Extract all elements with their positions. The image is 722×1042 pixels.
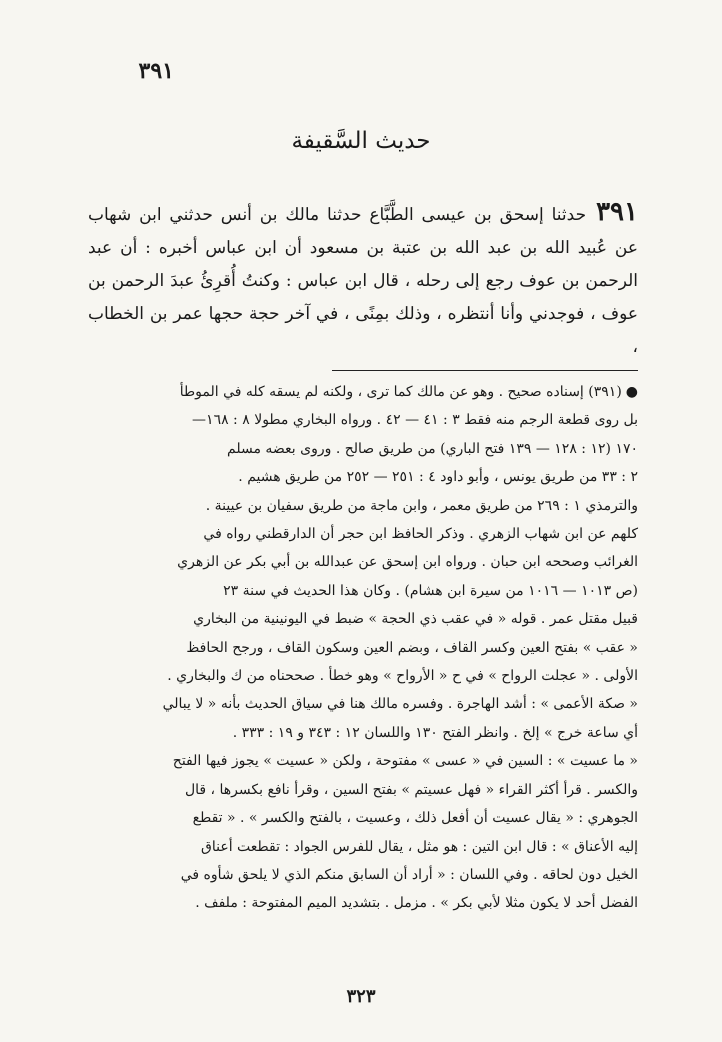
footnote-divider: [332, 370, 638, 371]
hadith-body: حدثنا إسحق بن عيسى الطَّبَّاع حدثنا مالك بن أنس حدثني ابن شهاب عن عُبيد الله بن عبد الله بن عتبة بن مسعود أن ابن عباس أخبره : أن عبد الرحمن بن عوف رجع إلى رحله ، قال ابن عباس : وكنتُ أُقرِئُ عبدَ الرحمن بن عوف ، فوجدني وأنا أنتظره ، وذلك بمِنًى ، في آخر حجة حجها عمر بن الخطاب ،: [88, 205, 638, 357]
footnote-line: قبيل مقتل عمر . قوله « في عقب ذي الحجة » ضبط في اليونينية من البخاري: [193, 611, 638, 628]
footnotes: [86, 378, 638, 918]
footnote-line: والترمذي ١ : ٢٦٩ من طريق معمر ، وابن ماجة من طريق سفيان بن عيينة .: [205, 497, 638, 514]
footnote-line: الأولى . « عجلت الرواح » في ح « الأرواح » وهو خطأ . صححناه من ك والبخاري .: [167, 668, 638, 685]
hadith-number: ٣٩١: [596, 197, 638, 227]
page-number: ٣٢٣: [346, 986, 376, 1007]
footnote-line: الجوهري : « يقال عسيت أن أفعل ذلك ، وعسيت ، بالفتح والكسر » . « تقطع: [192, 810, 638, 827]
footnote-line: « صكة الأعمى » : أشد الهاجرة . وفسره مالك هنا في سياق الحديث بأنه « لا يبالي: [162, 696, 638, 713]
footnote-line: الفضل أحد لا يكون مثلا لأبي بكر » . مزمل . بتشديد الميم المفتوحة : ملفف .: [195, 895, 638, 912]
footnote-bullet: ●: [625, 384, 638, 400]
footnote-line: الغرائب وصححه ابن حبان . ورواه ابن إسحق عن عبدالله بن أبي بكر عن الزهري: [177, 554, 638, 571]
hadith-text: [88, 196, 638, 364]
footnote-line: بل روى قطعة الرجم منه فقط ٣ : ٤١ — ٤٢ . ورواه البخاري مطولا ٨ : ١٦٨—: [192, 412, 638, 429]
running-hadith-number: ٣٩١: [138, 58, 174, 84]
footnote-line: ١٧٠ (١٢ : ١٢٨ — ١٣٩ فتح الباري) من طريق صالح . وروى بعضه مسلم: [227, 440, 638, 457]
footnote-line: « عقب » بفتح العين وكسر القاف ، وبضم العين وسكون القاف ، ورجح الحافظ: [186, 639, 638, 656]
footnote-line: أي ساعة خرج » إلخ . وانظر الفتح ١٣٠ واللسان ١٢ : ٣٤٣ و ١٩ : ٣٣٣ .: [232, 724, 638, 741]
chapter-title: حديث السَّقيفة: [291, 128, 431, 154]
footnote-line: الخيل دون لحاقه . وفي اللسان : « أراد أن السابق منكم الذي لا يلحق شأوه في: [180, 866, 638, 883]
footnote-line: ٢ : ٣٣ من طريق يونس ، وأبو داود ٤ : ٢٥١ — ٢٥٢ من طريق هشيم .: [238, 469, 638, 486]
footnote-line: إليه الأعناق » : قال ابن التين : هو مثل ، يقال للفرس الجواد : تقطعت أعناق: [200, 838, 638, 855]
footnote-line: كلهم عن ابن شهاب الزهري . وذكر الحافظ ابن حجر أن الدارقطني رواه في: [203, 526, 638, 543]
footnote-line: (ص ١٠١٣ — ١٠١٦ من سيرة ابن هشام) . وكان هذا الحديث في سنة ٢٣: [223, 582, 638, 599]
footnote-line: ●(٣٩١) إسناده صحيح . وهو عن مالك كما ترى ، ولكنه لم يسقه كله في الموطأ: [179, 384, 638, 400]
footnote-line: « ما عسيت » : السين في « عسى » مفتوحة ، ولكن « عسيت » يجوز فيها الفتح: [172, 753, 638, 770]
footnote-line: والكسر . قرأ أكثر القراء « فهل عسيتم » بفتح السين ، وقرأ نافع بكسرها ، قال: [184, 781, 638, 798]
